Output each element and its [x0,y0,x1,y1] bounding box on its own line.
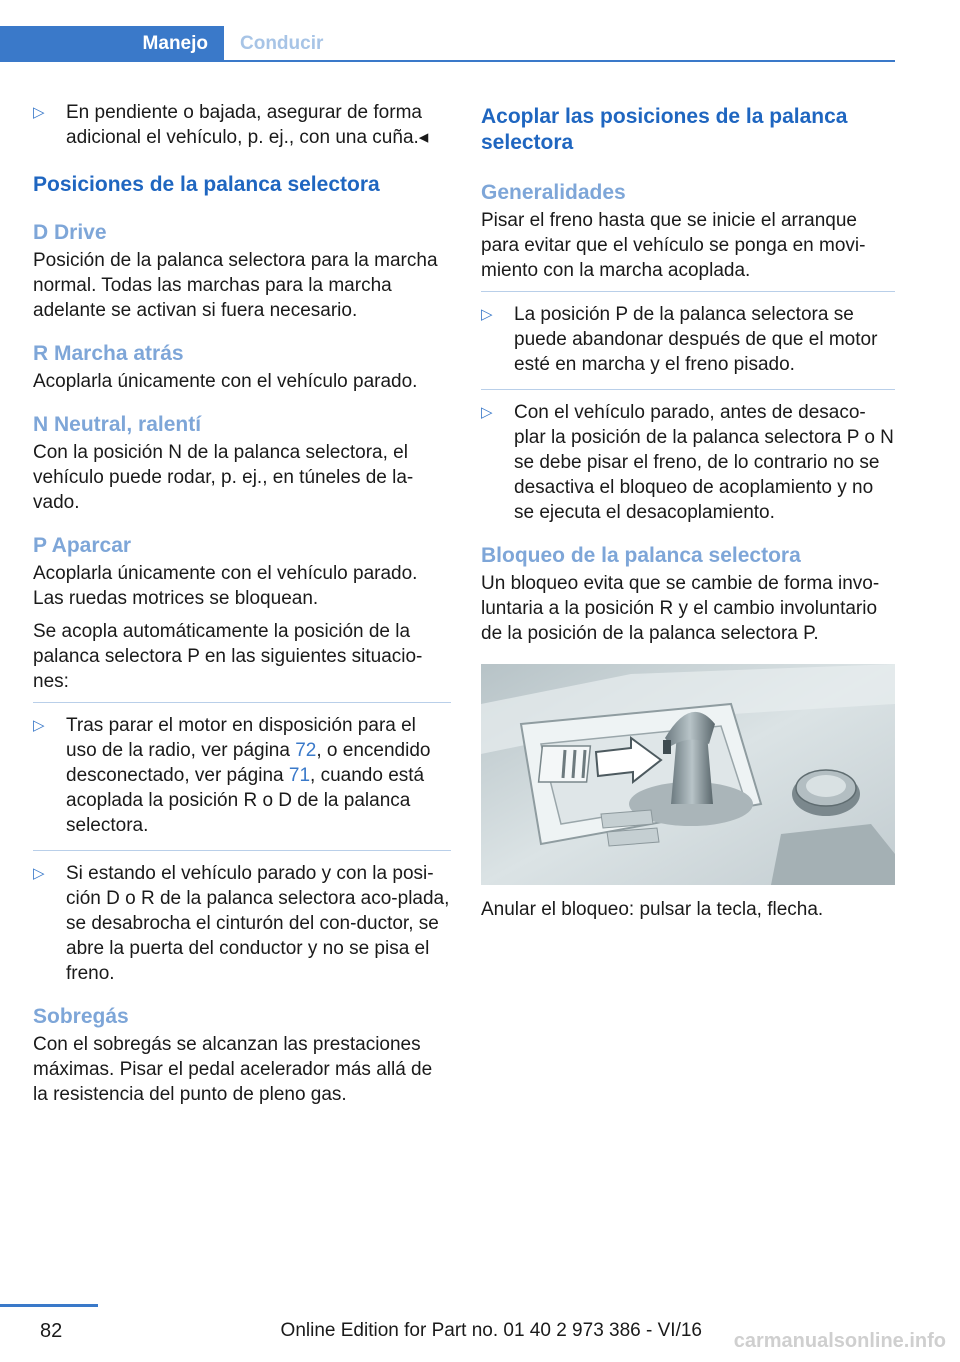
section-sobregas [33,1004,451,1107]
divider [481,291,895,292]
generalidades-title: Generalidades [481,181,626,204]
section-drive [33,220,451,323]
park-title: P Aparcar [33,534,132,557]
section-generalidades [481,180,895,525]
park-bullet-1-text-a: Tras parar el motor en disposición para el uso de la radio, ver página [66,715,416,761]
park-text-1: Acoplarla únicamente con el vehículo parado. Las ruedas motrices se bloquean. [33,563,418,609]
generalidades-bullet-1 [481,302,895,377]
park-bullet-2-text: Si estando el vehículo parado y con la posi-ción D o R de la palanca selectora aco-plada, se desabrocha el cinturón del con-ductor, se abre la puerta del conductor y no se pisa el freno. [66,863,450,984]
left-column [33,100,451,1125]
triangle-bullet-icon: ▷ [481,404,493,421]
divider [33,702,451,703]
drive-text: Posición de la palanca selectora para la marcha normal. Todas las marchas para la marcha adelante se activan si fuera necesario. [33,250,438,321]
park-bullet-2 [33,861,451,986]
section-title-engage: Acoplar las posiciones de la palanca selectora [481,105,848,154]
bloqueo-title: Bloqueo de la palanca selectora [481,544,801,567]
triangle-bullet-icon: ▷ [33,717,45,734]
footer-rule [0,1304,98,1307]
watermark-text: carmanualsonline.info [733,1330,946,1352]
generalidades-text: Pisar el freno hasta que se inicie el arranque para evitar que el vehículo se ponga en movi-miento con la marcha acoplada. [481,210,866,281]
triangle-bullet-icon: ▷ [33,865,45,882]
park-bullet-1-text-c: , cuando está acoplada la posición R o D de la palanca selectora. [66,765,425,836]
reverse-text: Acoplarla únicamente con el vehículo parado. [33,371,418,392]
generalidades-bullet-2 [481,400,895,525]
bloqueo-text: Un bloqueo evita que se cambie de forma invo-luntaria a la posición R y el cambio involuntario de la posición de la palanca selectora P. [481,573,880,644]
drive-title: D Drive [33,221,107,244]
page-number: 82 [40,1320,63,1342]
divider [33,850,451,851]
sobregas-title: Sobregás [33,1005,129,1028]
park-bullet-1-text-b: , o encendido desconectado, ver página [66,740,431,786]
generalidades-bullet-2-text: Con el vehículo parado, antes de desaco-plar la posición de la palanca selectora P o N se debe pisar el freno, de lo contrario no se desactiva el bloqueo de acoplamiento y no se ejecuta el desacoplamiento. [514,402,894,523]
gear-lever-illustration [481,664,895,885]
tab-manejo[interactable]: Manejo [0,26,224,62]
section-park [33,533,451,986]
park-bullet-1 [33,713,451,838]
generalidades-bullet-1-text: La posición P de la palanca selectora se puede abandonar después de que el motor esté en marcha y el freno pisado. [514,304,878,375]
divider [481,389,895,390]
triangle-bullet-icon: ▷ [33,104,45,121]
page-link-72[interactable]: 72 [295,740,317,761]
section-bloqueo [481,543,895,646]
section-reverse [33,341,451,394]
section-title-positions: Posiciones de la palanca selectora [33,173,380,196]
neutral-text: Con la posición N de la palanca selectora, el vehículo puede rodar, p. ej., en túneles de la-vado. [33,442,414,513]
end-mark-icon: ◂ [418,127,429,148]
page-link-71[interactable]: 71 [288,765,311,786]
neutral-title: N Neutral, ralentí [33,413,202,436]
gear-lever-image [481,664,895,885]
triangle-bullet-icon: ▷ [481,306,493,323]
footer-edition: Online Edition for Part no. 01 40 2 973 386 - VI/16 [280,1320,702,1341]
sobregas-text: Con el sobregás se alcanzan las prestaciones máximas. Pisar el pedal acelerador más allá de la resistencia del punto de pleno gas. [33,1034,433,1105]
intro-bullet [33,100,451,150]
tab-conducir[interactable]: Conducir [240,33,324,54]
reverse-title: R Marcha atrás [33,342,184,365]
intro-bullet-text: En pendiente o bajada, asegurar de forma adicional el vehículo, p. ej., con una cuña. [66,102,422,148]
right-column [481,100,895,930]
figure-caption: Anular el bloqueo: pulsar la tecla, flecha. [481,899,824,920]
park-text-2: Se acopla automáticamente la posición de la palanca selectora P en las siguientes situacio-nes: [33,621,423,692]
section-neutral [33,412,451,515]
